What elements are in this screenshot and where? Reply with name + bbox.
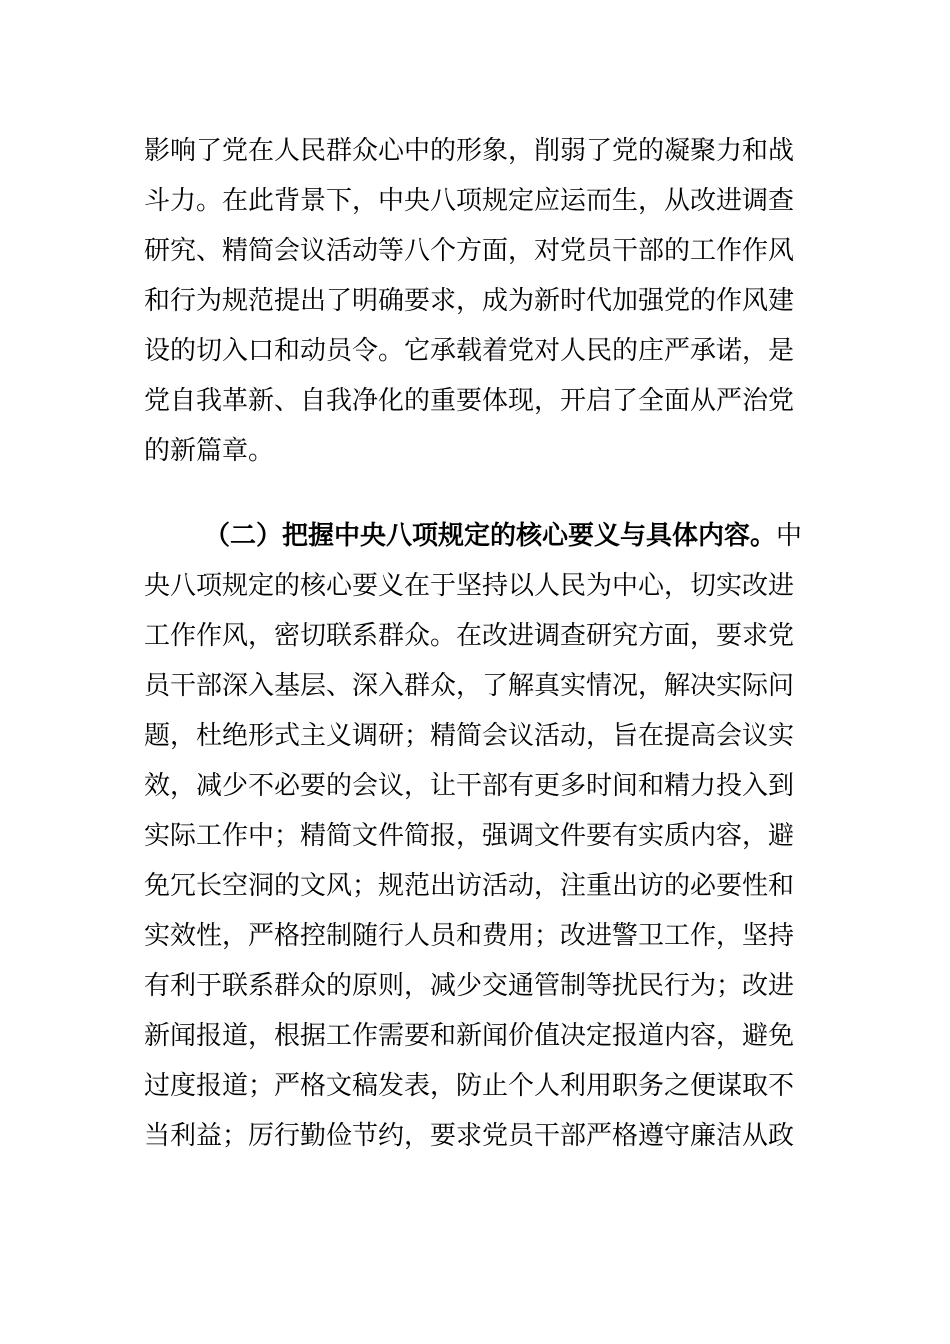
text-line: 央八项规定的核心要义在于坚持以人民为中心，切实改进	[144, 571, 795, 601]
text-line: 和行为规范提出了明确要求，成为新时代加强党的作风建	[144, 286, 795, 316]
text-line: 的新篇章。	[144, 436, 275, 466]
text-line-first	[144, 511, 804, 561]
paragraph-2	[144, 511, 804, 1161]
text-line: 设的切入口和动员令。它承载着党对人民的庄严承诺，是	[144, 336, 795, 366]
text-line: 影响了党在人民群众心中的形象，削弱了党的凝聚力和战	[144, 136, 795, 166]
section-heading: （二）把握中央八项规定的核心要义与具体内容。	[204, 521, 777, 551]
text-line: 题，杜绝形式主义调研；精简会议活动，旨在提高会议实	[144, 721, 795, 751]
paragraph-spacer	[144, 476, 804, 511]
text-line: 实际工作中；精简文件简报，强调文件要有实质内容，避	[144, 821, 795, 851]
text-line: 实效性，严格控制随行人员和费用；改进警卫工作，坚持	[144, 921, 795, 951]
text-line: 研究、精简会议活动等八个方面，对党员干部的工作作风	[144, 236, 795, 266]
text-line: 员干部深入基层、深入群众，了解真实情况，解决实际问	[144, 671, 795, 701]
text-line: 免冗长空洞的文风；规范出访活动，注重出访的必要性和	[144, 871, 795, 901]
heading-continuation: 中	[776, 521, 803, 551]
text-line: 工作作风，密切联系群众。在改进调查研究方面，要求党	[144, 621, 795, 651]
text-line: 当利益；厉行勤俭节约，要求党员干部严格遵守廉洁从政	[144, 1121, 795, 1151]
text-line: 党自我革新、自我净化的重要体现，开启了全面从严治党	[144, 386, 795, 416]
text-line: 效，减少不必要的会议，让干部有更多时间和精力投入到	[144, 771, 795, 801]
paragraph-1	[144, 126, 804, 476]
document-body	[144, 126, 804, 1161]
text-line: 有利于联系群众的原则，减少交通管制等扰民行为；改进	[144, 971, 795, 1001]
text-line: 过度报道；严格文稿发表，防止个人利用职务之便谋取不	[144, 1071, 795, 1101]
text-line: 斗力。在此背景下，中央八项规定应运而生，从改进调查	[144, 186, 795, 216]
text-line: 新闻报道，根据工作需要和新闻价值决定报道内容，避免	[144, 1021, 795, 1051]
